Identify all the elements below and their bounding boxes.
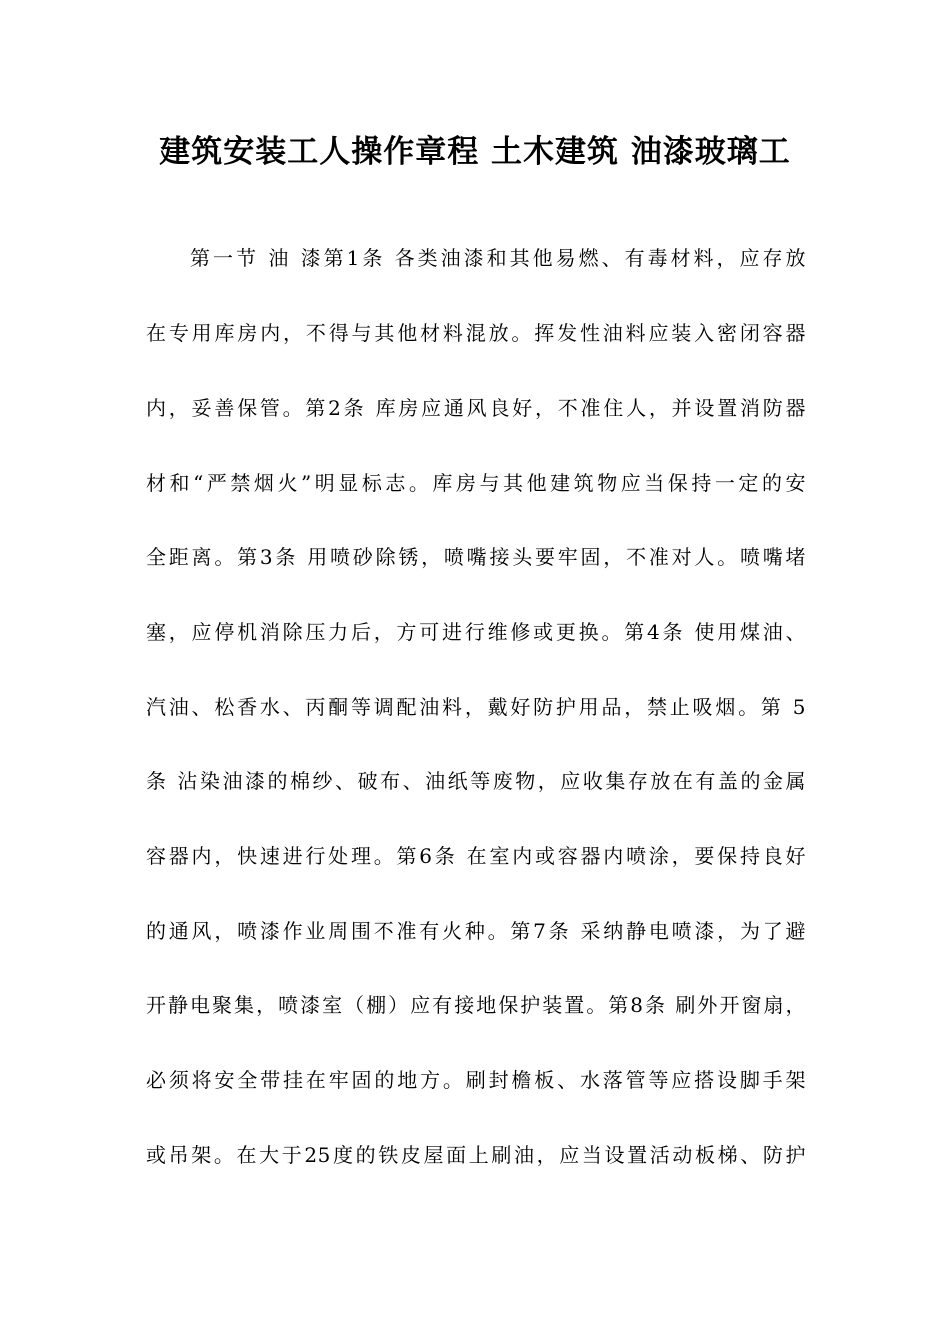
body-line-9: 容器内，快速进行处理。第6条 在室内或容器内喷涂，要保持良好 (146, 844, 806, 868)
document-title: 建筑安装工人操作章程 土木建筑 油漆玻璃工 (159, 134, 791, 170)
body-line-6: 塞，应停机消除压力后，方可进行维修或更换。第4条 使用煤油、 (146, 620, 806, 644)
body-line-11: 开静电聚集，喷漆室（棚）应有接地保护装置。第8条 刷外开窗扇， (146, 993, 806, 1017)
body-line-12: 必须将安全带挂在牢固的地方。刷封檐板、水落管等应搭设脚手架 (146, 1068, 806, 1092)
body-line-10: 的通风，喷漆作业周围不准有火种。第7条 采纳静电喷漆，为了避 (146, 919, 806, 943)
body-line-13: 或吊架。在大于25度的铁皮屋面上刷油，应当设置活动板梯、防护 (146, 1143, 806, 1167)
body-line-2: 在专用库房内，不得与其他材料混放。挥发性油料应装入密闭容器 (146, 321, 806, 345)
body-line-7: 汽油、松香水、丙酮等调配油料，戴好防护用品，禁止吸烟。第 5 (146, 695, 806, 719)
body-line-1: 第一节 油 漆第1条 各类油漆和其他易燃、有毒材料，应存放 (190, 246, 806, 270)
body-line-8: 条 沾染油漆的棉纱、破布、油纸等废物，应收集存放在有盖的金属 (146, 769, 806, 793)
body-line-4: 材和“严禁烟火”明显标志。库房与其他建筑物应当保持一定的安 (146, 471, 806, 495)
body-line-3: 内，妥善保管。第2条 库房应通风良好，不准住人，并设置消防器 (146, 396, 806, 420)
body-line-5: 全距离。第3条 用喷砂除锈，喷嘴接头要牢固，不准对人。喷嘴堵 (146, 545, 806, 569)
